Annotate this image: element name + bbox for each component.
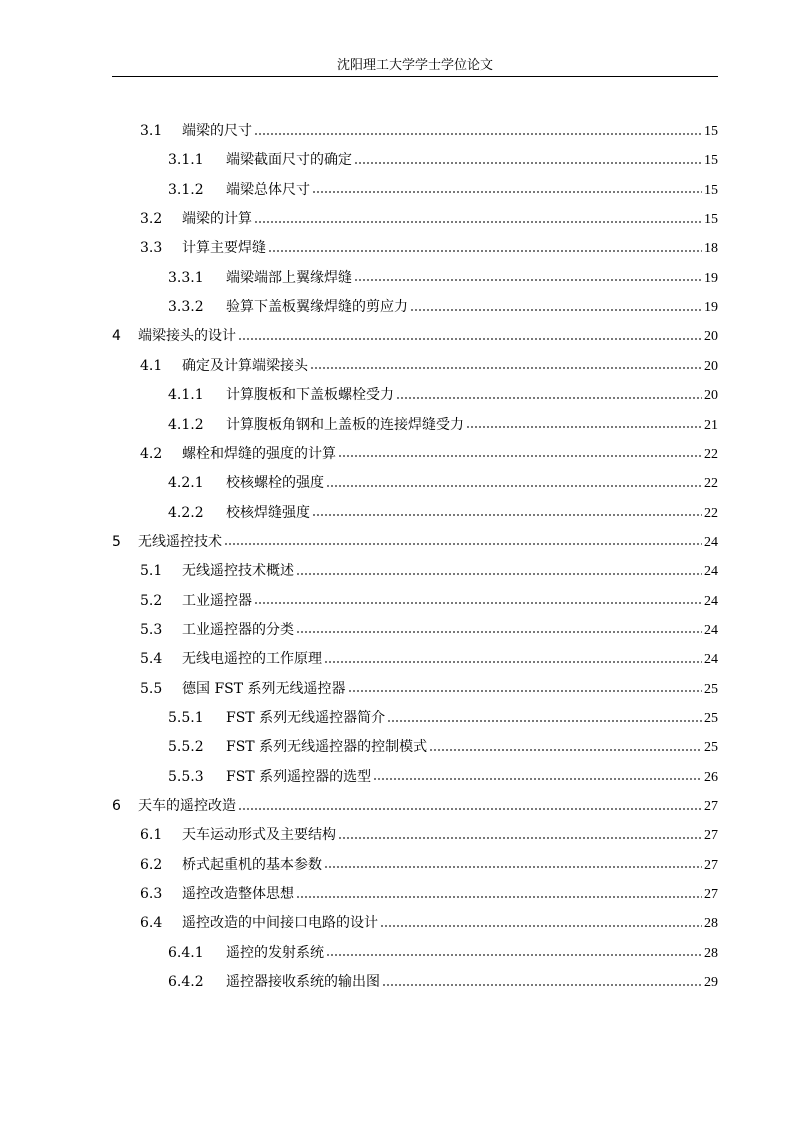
toc-dot-leader <box>254 133 702 135</box>
toc-entry[interactable] <box>112 528 718 557</box>
toc-entry-number: 5.1 <box>140 563 163 580</box>
page-header-title: 沈阳理工大学学士学位论文 <box>336 58 493 73</box>
toc-entry[interactable] <box>140 880 718 909</box>
toc-entry-page-number: 15 <box>704 212 718 228</box>
toc-dot-leader <box>238 808 702 810</box>
toc-entry-title: 遥控改造整体思想 <box>182 886 294 903</box>
toc-entry-page-number: 15 <box>704 182 718 198</box>
toc-entry-number: 4.2.2 <box>168 504 204 521</box>
toc-entry-title: FST 系列遥控器的选型 <box>226 768 372 785</box>
toc-entry[interactable] <box>112 792 718 821</box>
toc-entry-number: 6.4.1 <box>168 944 204 961</box>
toc-entry-page-number: 29 <box>704 975 718 991</box>
toc-entry-title: 无线电遥控的工作原理 <box>182 651 322 668</box>
toc-dot-leader <box>387 720 702 722</box>
toc-entry-page-number: 20 <box>704 358 718 374</box>
toc-dot-leader <box>410 309 702 311</box>
toc-entry-number: 6 <box>112 798 121 815</box>
toc-entry-page-number: 25 <box>704 740 718 756</box>
toc-entry[interactable] <box>140 205 718 234</box>
toc-entry[interactable] <box>140 616 718 645</box>
toc-entry-number: 4 <box>112 328 121 345</box>
toc-entry-title: 校核螺栓的强度 <box>226 475 324 492</box>
toc-entry[interactable] <box>112 322 718 351</box>
toc-entry[interactable] <box>168 704 718 733</box>
toc-entry[interactable] <box>168 939 718 968</box>
toc-entry-number: 3.2 <box>140 211 163 228</box>
toc-entry[interactable] <box>168 176 718 205</box>
toc-dot-leader <box>296 573 702 575</box>
toc-entry[interactable] <box>140 117 718 146</box>
toc-entry-page-number: 20 <box>704 329 718 345</box>
toc-dot-leader <box>310 367 702 369</box>
toc-entry-title: 天车的遥控改造 <box>138 798 236 815</box>
toc-entry-page-number: 27 <box>704 887 718 903</box>
toc-dot-leader <box>296 896 702 898</box>
toc-entry-page-number: 22 <box>704 476 718 492</box>
toc-entry-title: 确定及计算端梁接头 <box>182 357 308 374</box>
toc-entry-page-number: 21 <box>704 417 718 433</box>
toc-entry-number: 4.2.1 <box>168 475 204 492</box>
toc-entry-number: 6.2 <box>140 856 163 873</box>
toc-entry-page-number: 24 <box>704 652 718 668</box>
toc-entry[interactable] <box>140 851 718 880</box>
toc-entry[interactable] <box>168 763 718 792</box>
toc-dot-leader <box>238 338 702 340</box>
toc-entry[interactable] <box>168 293 718 322</box>
toc-entry-number: 5.2 <box>140 592 163 609</box>
toc-entry-title: 端梁截面尺寸的确定 <box>226 152 352 169</box>
toc-entry[interactable] <box>140 557 718 586</box>
toc-dot-leader <box>396 397 702 399</box>
toc-entry-page-number: 15 <box>704 153 718 169</box>
toc-entry-title: 遥控改造的中间接口电路的设计 <box>182 915 378 932</box>
toc-entry-title: 德国 FST 系列无线遥控器 <box>182 680 346 697</box>
toc-entry-title: 工业遥控器的分类 <box>182 621 294 638</box>
toc-entry-number: 6.1 <box>140 827 163 844</box>
toc-entry-number: 5.3 <box>140 621 163 638</box>
toc-entry-number: 4.1 <box>140 357 163 374</box>
toc-entry-page-number: 18 <box>704 241 718 257</box>
toc-entry-number: 5.5.2 <box>168 739 204 756</box>
toc-entry-page-number: 24 <box>704 593 718 609</box>
toc-entry-page-number: 26 <box>704 769 718 785</box>
toc-entry-page-number: 27 <box>704 799 718 815</box>
toc-entry[interactable] <box>140 440 718 469</box>
toc-entry[interactable] <box>140 352 718 381</box>
toc-dot-leader <box>326 954 702 956</box>
toc-entry-title: FST 系列无线遥控器的控制模式 <box>226 739 428 756</box>
toc-entry-number: 6.4.2 <box>168 974 204 991</box>
toc-dot-leader <box>296 631 702 633</box>
toc-entry-page-number: 22 <box>704 446 718 462</box>
toc-entry[interactable] <box>168 381 718 410</box>
toc-entry-title: 验算下盖板翼缘焊缝的剪应力 <box>226 299 408 316</box>
toc-entry-page-number: 19 <box>704 300 718 316</box>
toc-entry-title: 无线遥控技术概述 <box>182 563 294 580</box>
toc-dot-leader <box>373 778 702 780</box>
toc-entry-page-number: 28 <box>704 916 718 932</box>
toc-entry-title: 计算腹板和下盖板螺栓受力 <box>226 387 394 404</box>
toc-entry[interactable] <box>168 469 718 498</box>
toc-entry-title: 端梁接头的设计 <box>138 328 236 345</box>
toc-entry-title: 校核焊缝强度 <box>226 504 310 521</box>
toc-entry[interactable] <box>140 587 718 616</box>
toc-entry[interactable] <box>140 234 718 263</box>
toc-entry[interactable] <box>168 968 718 997</box>
toc-entry-title: 螺栓和焊缝的强度的计算 <box>182 445 336 462</box>
toc-entry-number: 3.3 <box>140 240 163 257</box>
toc-entry[interactable] <box>168 499 718 528</box>
toc-dot-leader <box>268 250 702 252</box>
toc-entry[interactable] <box>168 411 718 440</box>
toc-entry[interactable] <box>168 264 718 293</box>
toc-entry-number: 3.1.1 <box>168 152 204 169</box>
toc-entry-number: 3.1.2 <box>168 181 204 198</box>
toc-dot-leader <box>348 690 702 692</box>
toc-entry[interactable] <box>140 675 718 704</box>
toc-entry-page-number: 15 <box>704 124 718 139</box>
toc-dot-leader <box>380 925 702 927</box>
toc-entry-page-number: 28 <box>704 945 718 961</box>
toc-entry-number: 4.1.2 <box>168 416 204 433</box>
toc-entry-page-number: 24 <box>704 622 718 638</box>
toc-entry-number: 6.4 <box>140 915 163 932</box>
toc-dot-leader <box>338 455 702 457</box>
toc-entry-title: 端梁总体尺寸 <box>226 181 310 198</box>
toc-dot-leader <box>224 543 702 545</box>
header-rule <box>112 76 718 77</box>
toc-entry-page-number: 25 <box>704 711 718 726</box>
toc-entry-title: 计算腹板角钢和上盖板的连接焊缝受力 <box>226 416 464 433</box>
toc-entry-page-number: 20 <box>704 388 718 404</box>
toc-entry-title: 工业遥控器 <box>182 592 252 609</box>
toc-dot-leader <box>354 162 702 164</box>
toc-entry[interactable] <box>140 821 718 850</box>
toc-entry-page-number: 22 <box>704 505 718 521</box>
toc-dot-leader <box>466 426 702 428</box>
toc-entry-number: 5.5 <box>140 680 163 697</box>
toc-entry[interactable] <box>140 645 718 674</box>
toc-entry-number: 3.3.2 <box>168 299 204 316</box>
toc-entry-title: 遥控的发射系统 <box>226 944 324 961</box>
toc-entry-title: 端梁的计算 <box>182 211 252 228</box>
toc-entry-title: 端梁的尺寸 <box>182 123 252 139</box>
toc-entry-number: 5.5.1 <box>168 710 204 726</box>
toc-entry-title: 桥式起重机的基本参数 <box>182 856 322 873</box>
toc-entry-page-number: 27 <box>704 857 718 873</box>
toc-dot-leader <box>312 191 702 193</box>
toc-entry-title: 无线遥控技术 <box>138 533 222 550</box>
toc-entry-title: FST 系列无线遥控器简介 <box>226 710 386 726</box>
toc-dot-leader <box>254 221 702 223</box>
toc-entry-number: 5.5.3 <box>168 768 204 785</box>
toc-entry-number: 3.3.1 <box>168 269 204 286</box>
toc-entry-title: 遥控器接收系统的输出图 <box>226 974 380 991</box>
toc-dot-leader <box>354 279 702 281</box>
toc-dot-leader <box>324 661 702 663</box>
toc-entry-number: 4.2 <box>140 445 163 462</box>
toc-entry-page-number: 24 <box>704 534 718 550</box>
toc-dot-leader <box>382 984 702 986</box>
toc-entry-title: 端梁端部上翼缘焊缝 <box>226 269 352 286</box>
toc-entry-number: 5 <box>112 533 121 550</box>
toc-entry-number: 6.3 <box>140 886 163 903</box>
toc-entry-number: 4.1.1 <box>168 387 204 404</box>
toc-entry-page-number: 25 <box>704 681 718 697</box>
toc-entry-page-number: 27 <box>704 828 718 844</box>
toc-dot-leader <box>429 749 702 751</box>
toc-entry-number: 5.4 <box>140 651 163 668</box>
toc-entry[interactable] <box>168 146 718 175</box>
toc-entry[interactable] <box>140 909 718 938</box>
toc-entry-number: 3.1 <box>140 123 163 139</box>
toc-dot-leader <box>254 602 702 604</box>
toc-dot-leader <box>326 485 702 487</box>
toc-entry[interactable] <box>168 733 718 762</box>
toc-dot-leader <box>312 514 702 516</box>
toc-entry-page-number: 19 <box>704 270 718 286</box>
toc-dot-leader <box>338 837 702 839</box>
toc-entry-title: 计算主要焊缝 <box>182 240 266 257</box>
toc-entry-page-number: 24 <box>704 564 718 580</box>
toc-dot-leader <box>324 866 702 868</box>
toc-entry-title: 天车运动形式及主要结构 <box>182 827 336 844</box>
